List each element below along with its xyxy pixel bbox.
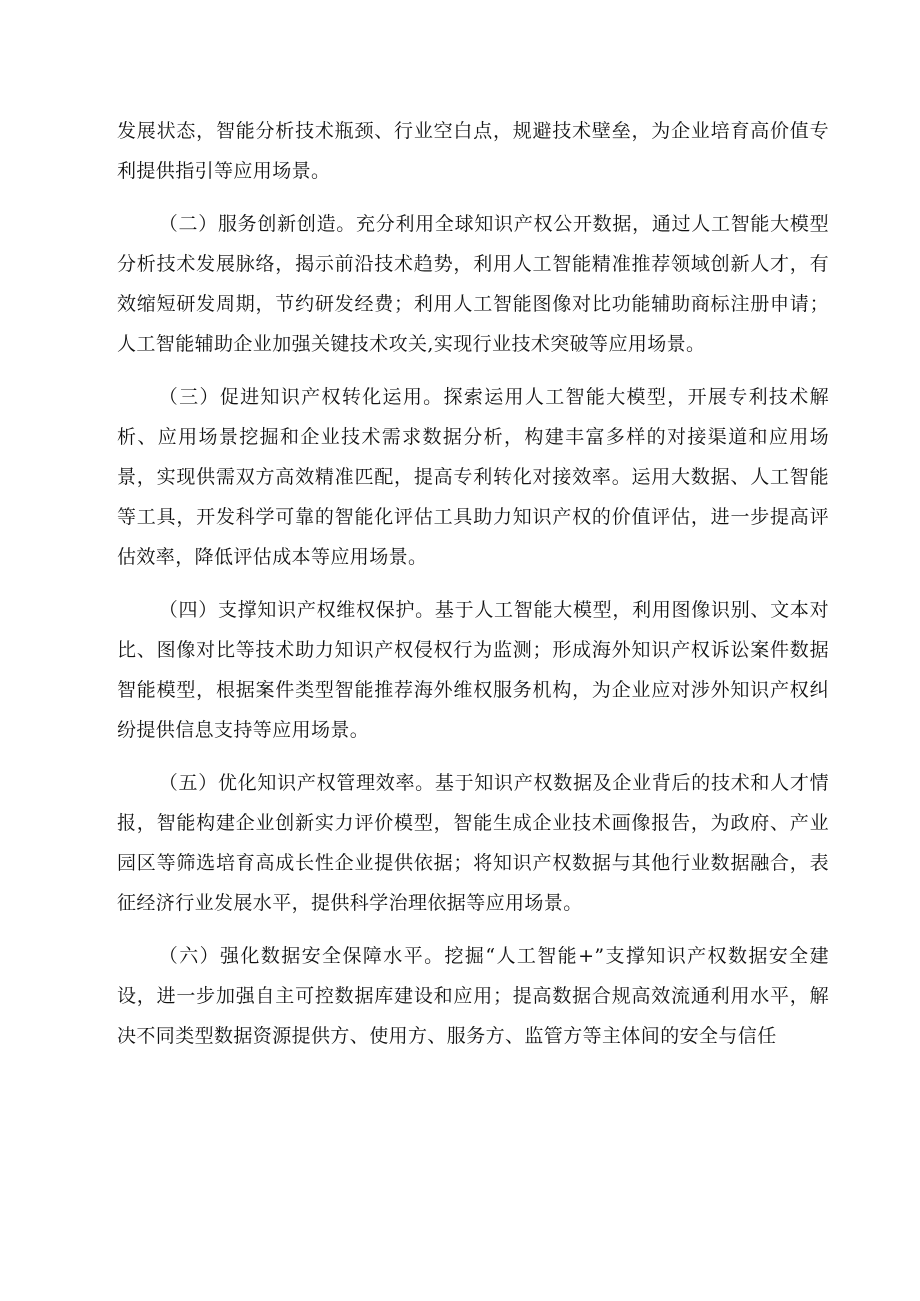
document-body: [117, 111, 829, 1056]
paragraph-ip-protection: （四）支撑知识产权维权保护。基于人工智能大模型，利用图像识别、文本对比、图像对比等技术助力知识产权侵权行为监测；形成海外知识产权诉讼案件数据智能模型，根据案件类型智能推荐海外维权服务机构，为企业应对涉外知识产权纠纷提供信息支持等应用场景。: [117, 599, 829, 741]
paragraph-data-security: （六）强化数据安全保障水平。挖掘“人工智能+”支撑知识产权数据安全建设，进一步加强自主可控数据库建设和应用；提高数据合规高效流通利用水平，解决不同类型数据资源提供方、使用方、服务方、监管方等主体间的安全与信任: [117, 945, 829, 1047]
paragraph-ip-transfer: （三）促进知识产权转化运用。探索运用人工智能大模型，开展专利技术解析、应用场景挖掘和企业技术需求数据分析，构建丰富多样的对接渠道和应用场景，实现供需双方高效精准匹配，提高专利转化对接效率。运用大数据、人工智能等工具，开发科学可靠的智能化评估工具助力知识产权的价值评估，进一步提高评估效率，降低评估成本等应用场景。: [117, 386, 829, 568]
paragraph-service-innovation: （二）服务创新创造。充分利用全球知识产权公开数据，通过人工智能大模型分析技术发展脉络，揭示前沿技术趋势，利用人工智能精准推荐领域创新人才，有效缩短研发周期，节约研发经费；利用人工智能图像对比功能辅助商标注册申请；人工智能辅助企业加强关键技术攻关,实现行业技术突破等应用场景。: [117, 213, 829, 355]
paragraph-continuation: 发展状态，智能分析技术瓶颈、行业空白点，规避技术壁垒，为企业培育高价值专利提供指引等应用场景。: [117, 120, 829, 182]
paragraph-ip-management: （五）优化知识产权管理效率。基于知识产权数据及企业背后的技术和人才情报，智能构建企业创新实力评价模型，智能生成企业技术画像报告，为政府、产业园区等筛选培育高成长性企业提供依据；将知识产权数据与其他行业数据融合，表征经济行业发展水平，提供科学治理依据等应用场景。: [117, 772, 829, 914]
